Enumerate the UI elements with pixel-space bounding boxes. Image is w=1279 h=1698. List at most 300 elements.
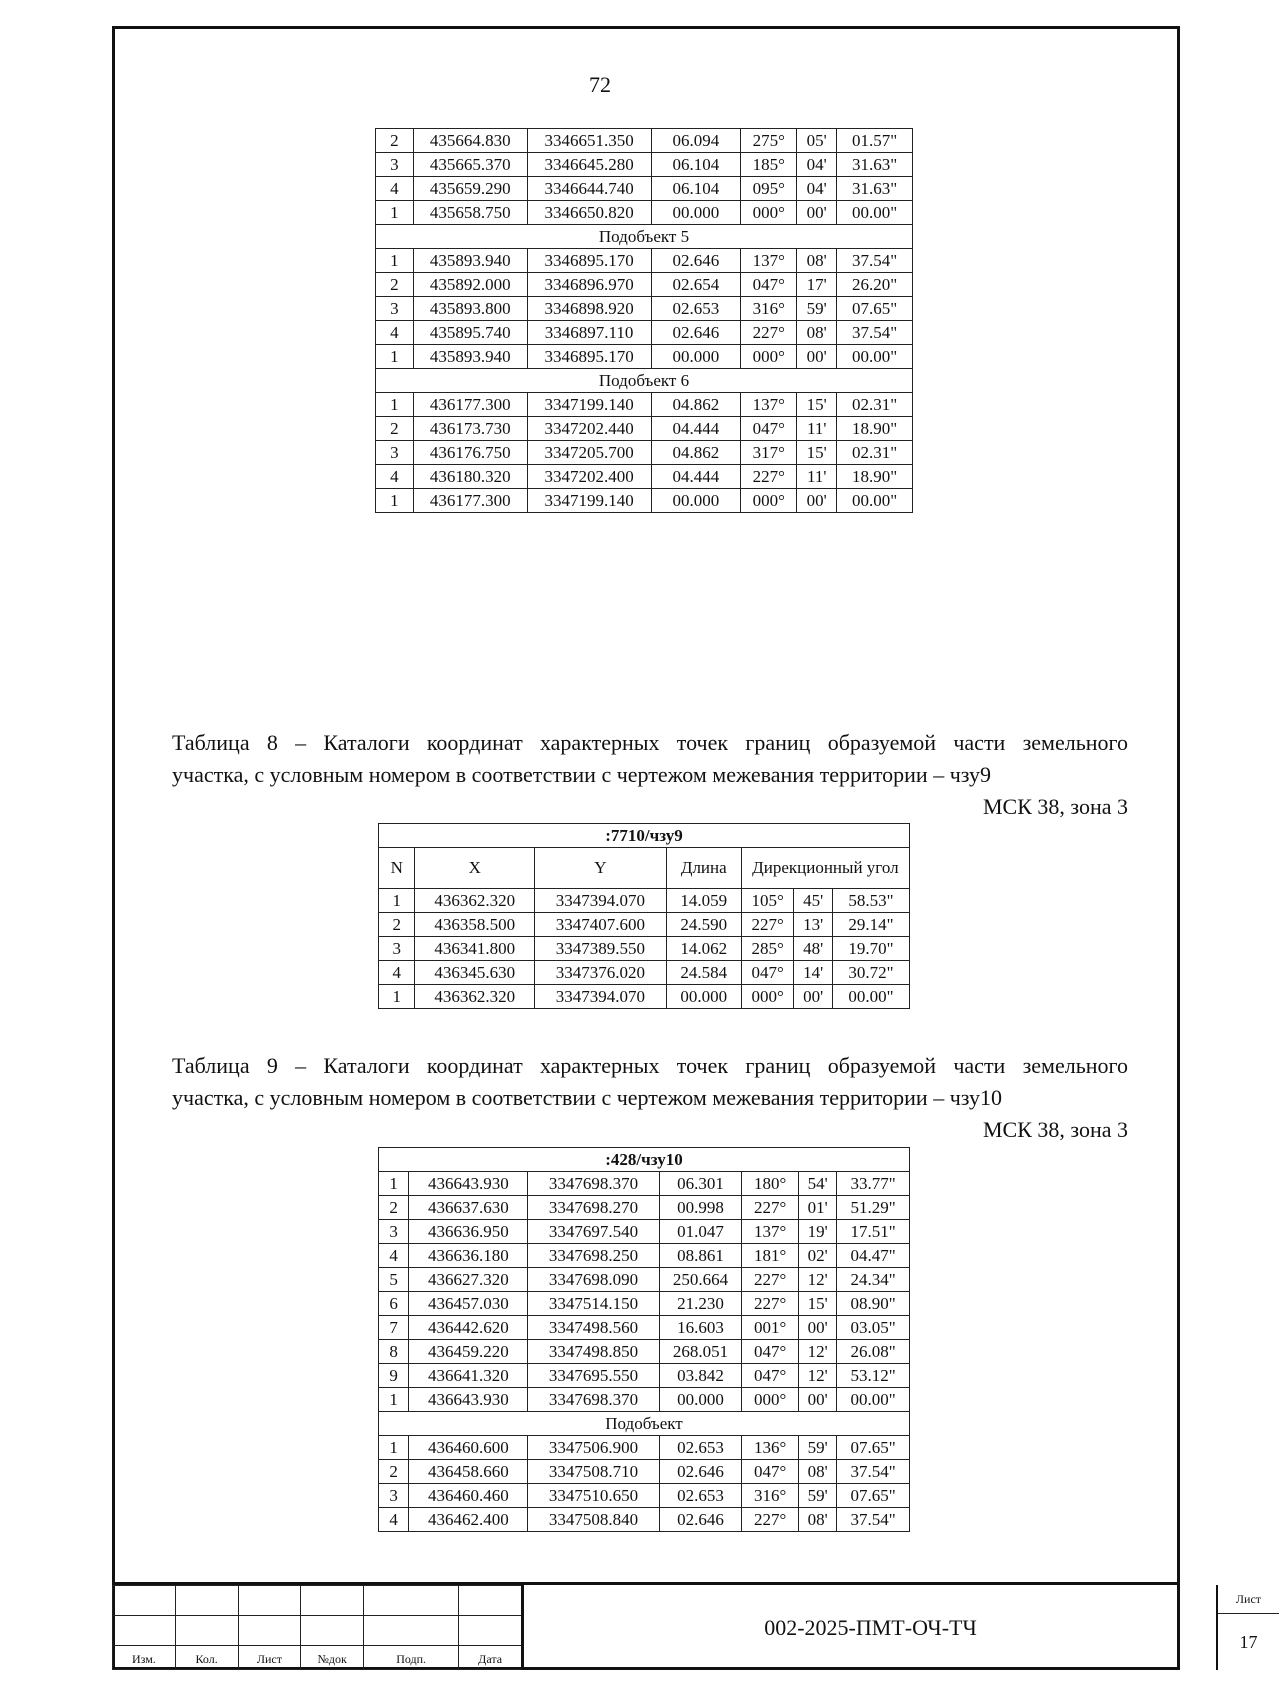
angle-seconds-cell: 31.63" (837, 153, 913, 177)
angle-minutes-cell: 04' (797, 153, 837, 177)
angle-degrees-cell: 047° (741, 273, 797, 297)
subobject-row (379, 1412, 910, 1436)
x-coordinate-cell: 436637.630 (409, 1196, 528, 1220)
length-cell: 16.603 (659, 1316, 742, 1340)
table-row (376, 249, 913, 273)
length-cell: 02.653 (659, 1436, 742, 1460)
y-coordinate-cell: 3347389.550 (535, 937, 667, 961)
point-number-cell: 3 (379, 1484, 409, 1508)
point-number-cell: 9 (379, 1364, 409, 1388)
angle-degrees-cell: 047° (742, 1340, 799, 1364)
angle-degrees-cell: 000° (742, 1388, 799, 1412)
table-row (379, 1292, 910, 1316)
angle-degrees-cell: 227° (741, 913, 794, 937)
angle-degrees-cell: 000° (741, 985, 794, 1009)
y-coordinate-cell: 3347508.710 (528, 1460, 659, 1484)
angle-degrees-cell: 227° (742, 1292, 799, 1316)
angle-degrees-cell: 095° (741, 177, 797, 201)
angle-degrees-cell: 137° (741, 249, 797, 273)
angle-seconds-cell: 53.12" (837, 1364, 910, 1388)
angle-seconds-cell: 04.47" (837, 1244, 910, 1268)
table8-header-y: Y (535, 848, 667, 889)
angle-minutes-cell: 08' (798, 1460, 836, 1484)
table-row (379, 1388, 910, 1412)
angle-minutes-cell: 48' (794, 937, 833, 961)
point-number-cell: 1 (379, 985, 415, 1009)
sheet-number: 17 (1239, 1632, 1258, 1652)
y-coordinate-cell: 3347202.440 (527, 417, 651, 441)
angle-seconds-cell: 37.54" (837, 1460, 910, 1484)
table-row (376, 321, 913, 345)
tb-cell (364, 1586, 459, 1616)
point-number-cell: 3 (376, 297, 414, 321)
table-row (376, 297, 913, 321)
point-number-cell: 2 (379, 1460, 409, 1484)
subobject-label: Подобъект 5 (376, 225, 913, 249)
angle-degrees-cell: 047° (742, 1460, 799, 1484)
tb-cell (459, 1586, 522, 1616)
point-number-cell: 1 (379, 1436, 409, 1460)
table9-title: :428/чзу10 (379, 1148, 910, 1172)
angle-seconds-cell: 24.34" (837, 1268, 910, 1292)
tb-cell (301, 1616, 364, 1646)
y-coordinate-cell: 3347510.650 (528, 1484, 659, 1508)
table8-caption-line2: участка, с условным номером в соответствии с чертежом межевания территории – чзу9 (172, 762, 991, 787)
length-cell: 02.646 (659, 1508, 742, 1532)
point-number-cell: 3 (379, 937, 415, 961)
point-number-cell: 4 (379, 961, 415, 985)
tb-cell (175, 1586, 238, 1616)
angle-seconds-cell: 33.77" (837, 1172, 910, 1196)
length-cell: 08.861 (659, 1244, 742, 1268)
x-coordinate-cell: 435893.940 (413, 249, 527, 273)
x-coordinate-cell: 436627.320 (409, 1268, 528, 1292)
angle-minutes-cell: 54' (798, 1172, 836, 1196)
angle-degrees-cell: 001° (742, 1316, 799, 1340)
length-cell: 04.444 (651, 417, 741, 441)
x-coordinate-cell: 436636.180 (409, 1244, 528, 1268)
angle-seconds-cell: 29.14" (832, 913, 909, 937)
point-number-cell: 1 (376, 393, 414, 417)
x-coordinate-cell: 436462.400 (409, 1508, 528, 1532)
angle-degrees-cell: 047° (741, 961, 794, 985)
x-coordinate-cell: 436173.730 (413, 417, 527, 441)
angle-degrees-cell: 227° (742, 1196, 799, 1220)
angle-seconds-cell: 00.00" (832, 985, 909, 1009)
length-cell: 02.646 (651, 249, 741, 273)
x-coordinate-cell: 436636.950 (409, 1220, 528, 1244)
y-coordinate-cell: 3347498.560 (528, 1316, 659, 1340)
angle-degrees-cell: 227° (742, 1508, 799, 1532)
y-coordinate-cell: 3346895.170 (527, 345, 651, 369)
angle-seconds-cell: 30.72" (832, 961, 909, 985)
angle-degrees-cell: 181° (742, 1244, 799, 1268)
y-coordinate-cell: 3347695.550 (528, 1364, 659, 1388)
length-cell: 02.646 (651, 321, 741, 345)
length-cell: 06.104 (651, 153, 741, 177)
point-number-cell: 2 (379, 1196, 409, 1220)
angle-minutes-cell: 08' (798, 1508, 836, 1532)
y-coordinate-cell: 3347508.840 (528, 1508, 659, 1532)
point-number-cell: 2 (376, 417, 414, 441)
table8-caption (172, 727, 1128, 823)
table-row (379, 961, 910, 985)
subobject-label: Подобъект 6 (376, 369, 913, 393)
y-coordinate-cell: 3347376.020 (535, 961, 667, 985)
table-row (379, 1340, 910, 1364)
angle-seconds-cell: 37.54" (837, 249, 913, 273)
tb-label-ndok: №док (301, 1646, 364, 1670)
angle-minutes-cell: 19' (798, 1220, 836, 1244)
angle-seconds-cell: 19.70" (832, 937, 909, 961)
point-number-cell: 4 (376, 321, 414, 345)
title-block-grid (112, 1585, 522, 1670)
x-coordinate-cell: 436641.320 (409, 1364, 528, 1388)
length-cell: 04.444 (651, 465, 741, 489)
angle-degrees-cell: 180° (742, 1172, 799, 1196)
angle-degrees-cell: 316° (742, 1484, 799, 1508)
angle-seconds-cell: 01.57" (837, 129, 913, 153)
y-coordinate-cell: 3347394.070 (535, 889, 667, 913)
angle-seconds-cell: 31.63" (837, 177, 913, 201)
table-row (376, 489, 913, 513)
x-coordinate-cell: 435659.290 (413, 177, 527, 201)
x-coordinate-cell: 436176.750 (413, 441, 527, 465)
angle-seconds-cell: 07.65" (837, 297, 913, 321)
table9-caption-line2: участка, с условным номером в соответствии с чертежом межевания территории – чзу10 (172, 1085, 1002, 1110)
angle-degrees-cell: 285° (741, 937, 794, 961)
x-coordinate-cell: 436460.600 (409, 1436, 528, 1460)
table-row (379, 937, 910, 961)
angle-minutes-cell: 11' (797, 417, 837, 441)
tb-cell (459, 1616, 522, 1646)
angle-seconds-cell: 18.90" (837, 465, 913, 489)
x-coordinate-cell: 436177.300 (413, 489, 527, 513)
angle-degrees-cell: 137° (741, 393, 797, 417)
angle-seconds-cell: 07.65" (837, 1484, 910, 1508)
length-cell: 03.842 (659, 1364, 742, 1388)
angle-minutes-cell: 14' (794, 961, 833, 985)
angle-minutes-cell: 04' (797, 177, 837, 201)
length-cell: 06.094 (651, 129, 741, 153)
table8 (378, 823, 910, 1009)
length-cell: 00.000 (651, 201, 741, 225)
y-coordinate-cell: 3347202.400 (527, 465, 651, 489)
x-coordinate-cell: 435893.800 (413, 297, 527, 321)
angle-minutes-cell: 17' (797, 273, 837, 297)
table9-crs: МСК 38, зона 3 (982, 1117, 1128, 1142)
x-coordinate-cell: 436362.320 (415, 985, 535, 1009)
point-number-cell: 4 (376, 465, 414, 489)
x-coordinate-cell: 436459.220 (409, 1340, 528, 1364)
table-row (376, 201, 913, 225)
angle-seconds-cell: 17.51" (837, 1220, 910, 1244)
y-coordinate-cell: 3347514.150 (528, 1292, 659, 1316)
table-row (379, 1316, 910, 1340)
table8-header-x: X (415, 848, 535, 889)
point-number-cell: 1 (376, 249, 414, 273)
angle-minutes-cell: 59' (797, 297, 837, 321)
x-coordinate-cell: 436442.620 (409, 1316, 528, 1340)
y-coordinate-cell: 3347698.090 (528, 1268, 659, 1292)
y-coordinate-cell: 3347394.070 (535, 985, 667, 1009)
angle-seconds-cell: 58.53" (832, 889, 909, 913)
angle-seconds-cell: 08.90" (837, 1292, 910, 1316)
table-row (376, 417, 913, 441)
table-row (376, 273, 913, 297)
angle-minutes-cell: 00' (797, 489, 837, 513)
length-cell: 24.590 (666, 913, 741, 937)
x-coordinate-cell: 435664.830 (413, 129, 527, 153)
angle-seconds-cell: 26.08" (837, 1340, 910, 1364)
table9-caption-line1: Таблица 9 – Каталоги координат характерных точек границ образуемой части земельного (172, 1053, 1128, 1078)
table8-header-n: N (379, 848, 415, 889)
angle-minutes-cell: 12' (798, 1340, 836, 1364)
y-coordinate-cell: 3347205.700 (527, 441, 651, 465)
angle-minutes-cell: 00' (798, 1388, 836, 1412)
table-row (379, 1364, 910, 1388)
angle-seconds-cell: 00.00" (837, 201, 913, 225)
angle-minutes-cell: 00' (798, 1316, 836, 1340)
angle-minutes-cell: 12' (798, 1268, 836, 1292)
y-coordinate-cell: 3346644.740 (527, 177, 651, 201)
angle-degrees-cell: 000° (741, 489, 797, 513)
length-cell: 00.998 (659, 1196, 742, 1220)
y-coordinate-cell: 3347698.270 (528, 1196, 659, 1220)
length-cell: 00.000 (651, 345, 741, 369)
table-row (379, 1196, 910, 1220)
angle-minutes-cell: 11' (797, 465, 837, 489)
table9-caption (172, 1050, 1128, 1146)
table-row (379, 1460, 910, 1484)
length-cell: 04.862 (651, 393, 741, 417)
angle-degrees-cell: 316° (741, 297, 797, 321)
y-coordinate-cell: 3346897.110 (527, 321, 651, 345)
angle-minutes-cell: 05' (797, 129, 837, 153)
tb-label-kol: Кол. (175, 1646, 238, 1670)
angle-degrees-cell: 227° (741, 321, 797, 345)
y-coordinate-cell: 3347698.250 (528, 1244, 659, 1268)
x-coordinate-cell: 436458.660 (409, 1460, 528, 1484)
angle-degrees-cell: 000° (741, 345, 797, 369)
angle-minutes-cell: 15' (798, 1292, 836, 1316)
table-row (376, 153, 913, 177)
angle-degrees-cell: 317° (741, 441, 797, 465)
x-coordinate-cell: 436180.320 (413, 465, 527, 489)
angle-seconds-cell: 02.31" (837, 441, 913, 465)
angle-minutes-cell: 15' (797, 441, 837, 465)
page-number: 72 (589, 72, 611, 97)
angle-seconds-cell: 00.00" (837, 1388, 910, 1412)
table-row (379, 1172, 910, 1196)
angle-minutes-cell: 45' (794, 889, 833, 913)
angle-degrees-cell: 000° (741, 201, 797, 225)
length-cell: 02.653 (659, 1484, 742, 1508)
tb-cell (113, 1616, 176, 1646)
point-number-cell: 1 (379, 1172, 409, 1196)
angle-degrees-cell: 227° (742, 1268, 799, 1292)
subobject-row (376, 225, 913, 249)
length-cell: 21.230 (659, 1292, 742, 1316)
x-coordinate-cell: 435893.940 (413, 345, 527, 369)
table-row (379, 1220, 910, 1244)
angle-minutes-cell: 02' (798, 1244, 836, 1268)
subobject-row (376, 369, 913, 393)
angle-seconds-cell: 26.20" (837, 273, 913, 297)
length-cell: 00.000 (666, 985, 741, 1009)
length-cell: 14.059 (666, 889, 741, 913)
subobject-label: Подобъект (379, 1412, 910, 1436)
coordinates-table-continued (375, 128, 913, 513)
table-row (379, 1268, 910, 1292)
tb-label-list: Лист (238, 1646, 301, 1670)
x-coordinate-cell: 435892.000 (413, 273, 527, 297)
point-number-cell: 3 (376, 441, 414, 465)
x-coordinate-cell: 435665.370 (413, 153, 527, 177)
x-coordinate-cell: 435895.740 (413, 321, 527, 345)
angle-seconds-cell: 07.65" (837, 1436, 910, 1460)
tb-cell (113, 1586, 176, 1616)
table-row (376, 465, 913, 489)
point-number-cell: 2 (379, 913, 415, 937)
y-coordinate-cell: 3346895.170 (527, 249, 651, 273)
angle-seconds-cell: 00.00" (837, 489, 913, 513)
length-cell: 02.654 (651, 273, 741, 297)
length-cell: 24.584 (666, 961, 741, 985)
table-row (379, 889, 910, 913)
angle-degrees-cell: 185° (741, 153, 797, 177)
angle-minutes-cell: 00' (797, 201, 837, 225)
angle-seconds-cell: 02.31" (837, 393, 913, 417)
length-cell: 250.664 (659, 1268, 742, 1292)
angle-minutes-cell: 12' (798, 1364, 836, 1388)
angle-degrees-cell: 227° (741, 465, 797, 489)
table8-title: :7710/чзу9 (379, 824, 910, 848)
angle-minutes-cell: 08' (797, 321, 837, 345)
length-cell: 00.000 (659, 1388, 742, 1412)
point-number-cell: 2 (376, 129, 414, 153)
point-number-cell: 7 (379, 1316, 409, 1340)
angle-seconds-cell: 18.90" (837, 417, 913, 441)
angle-minutes-cell: 59' (798, 1484, 836, 1508)
table-row (376, 393, 913, 417)
y-coordinate-cell: 3347697.540 (528, 1220, 659, 1244)
length-cell: 02.653 (651, 297, 741, 321)
point-number-cell: 4 (379, 1244, 409, 1268)
point-number-cell: 1 (379, 1388, 409, 1412)
angle-minutes-cell: 13' (794, 913, 833, 937)
table-row (379, 1508, 910, 1532)
tb-label-podp: Подп. (364, 1646, 459, 1670)
y-coordinate-cell: 3346645.280 (527, 153, 651, 177)
table8-header-angle: Дирекционный угол (741, 848, 909, 889)
table-row (379, 1436, 910, 1460)
table-row (379, 985, 910, 1009)
angle-minutes-cell: 15' (797, 393, 837, 417)
length-cell: 04.862 (651, 441, 741, 465)
y-coordinate-cell: 3347698.370 (528, 1172, 659, 1196)
x-coordinate-cell: 436362.320 (415, 889, 535, 913)
table8-caption-line1: Таблица 8 – Каталоги координат характерных точек границ образуемой части земельного (172, 730, 1128, 755)
point-number-cell: 5 (379, 1268, 409, 1292)
point-number-cell: 3 (379, 1220, 409, 1244)
x-coordinate-cell: 436177.300 (413, 393, 527, 417)
point-number-cell: 8 (379, 1340, 409, 1364)
angle-degrees-cell: 137° (742, 1220, 799, 1244)
x-coordinate-cell: 436341.800 (415, 937, 535, 961)
tb-cell (238, 1616, 301, 1646)
y-coordinate-cell: 3347199.140 (527, 489, 651, 513)
y-coordinate-cell: 3347506.900 (528, 1436, 659, 1460)
point-number-cell: 4 (376, 177, 414, 201)
angle-minutes-cell: 59' (798, 1436, 836, 1460)
point-number-cell: 1 (379, 889, 415, 913)
table-row (376, 345, 913, 369)
angle-degrees-cell: 047° (742, 1364, 799, 1388)
document-code: 002-2025-ПМТ-ОЧ-ТЧ (764, 1614, 977, 1640)
length-cell: 02.646 (659, 1460, 742, 1484)
length-cell: 01.047 (659, 1220, 742, 1244)
tb-cell (175, 1616, 238, 1646)
angle-degrees-cell: 275° (741, 129, 797, 153)
x-coordinate-cell: 436643.930 (409, 1388, 528, 1412)
length-cell: 06.104 (651, 177, 741, 201)
x-coordinate-cell: 436643.930 (409, 1172, 528, 1196)
sheet-label: Лист (1218, 1585, 1279, 1614)
tb-cell (301, 1586, 364, 1616)
point-number-cell: 4 (379, 1508, 409, 1532)
angle-minutes-cell: 00' (797, 345, 837, 369)
x-coordinate-cell: 436460.460 (409, 1484, 528, 1508)
angle-seconds-cell: 03.05" (837, 1316, 910, 1340)
length-cell: 06.301 (659, 1172, 742, 1196)
y-coordinate-cell: 3346898.920 (527, 297, 651, 321)
table8-crs: МСК 38, зона 3 (982, 794, 1128, 819)
angle-degrees-cell: 105° (741, 889, 794, 913)
point-number-cell: 6 (379, 1292, 409, 1316)
y-coordinate-cell: 3347498.850 (528, 1340, 659, 1364)
x-coordinate-cell: 435658.750 (413, 201, 527, 225)
y-coordinate-cell: 3346896.970 (527, 273, 651, 297)
angle-minutes-cell: 00' (794, 985, 833, 1009)
angle-minutes-cell: 08' (797, 249, 837, 273)
tb-cell (364, 1616, 459, 1646)
point-number-cell: 2 (376, 273, 414, 297)
sheet-box (1216, 1585, 1279, 1670)
y-coordinate-cell: 3346650.820 (527, 201, 651, 225)
y-coordinate-cell: 3347407.600 (535, 913, 667, 937)
length-cell: 00.000 (651, 489, 741, 513)
length-cell: 268.051 (659, 1340, 742, 1364)
tb-cell (238, 1586, 301, 1616)
table-row (376, 177, 913, 201)
angle-degrees-cell: 047° (741, 417, 797, 441)
tb-label-data: Дата (459, 1646, 522, 1670)
y-coordinate-cell: 3346651.350 (527, 129, 651, 153)
table9 (378, 1147, 910, 1532)
table-row (376, 441, 913, 465)
x-coordinate-cell: 436358.500 (415, 913, 535, 937)
y-coordinate-cell: 3347698.370 (528, 1388, 659, 1412)
angle-seconds-cell: 37.54" (837, 1508, 910, 1532)
x-coordinate-cell: 436345.630 (415, 961, 535, 985)
table-row (379, 913, 910, 937)
angle-degrees-cell: 136° (742, 1436, 799, 1460)
point-number-cell: 1 (376, 345, 414, 369)
tb-label-izm: Изм. (113, 1646, 176, 1670)
table-row (376, 129, 913, 153)
length-cell: 14.062 (666, 937, 741, 961)
